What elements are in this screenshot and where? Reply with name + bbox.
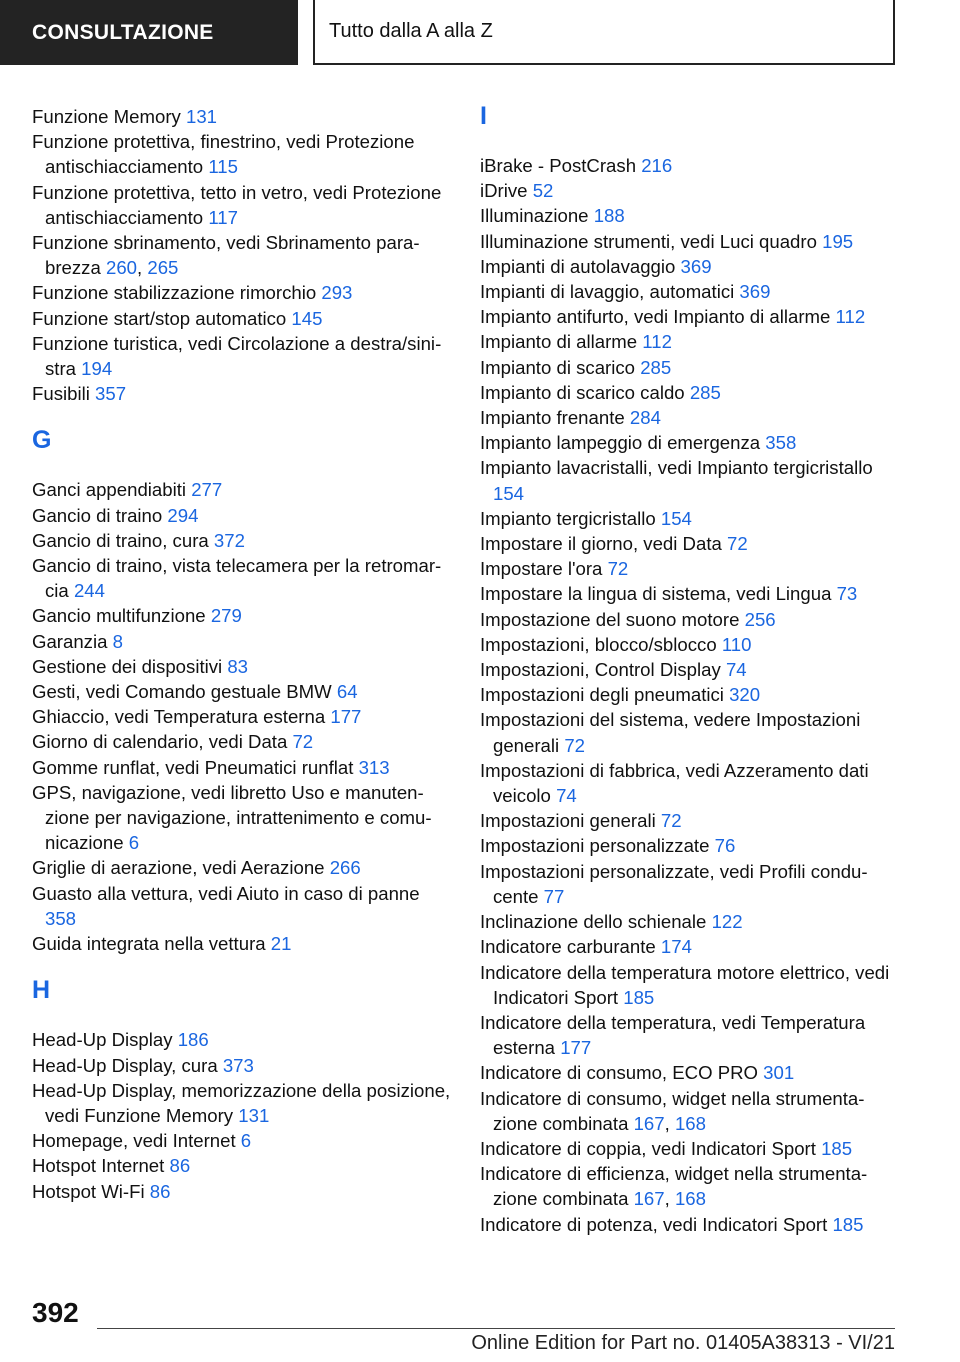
index-entry bbox=[480, 909, 900, 934]
index-entry-term: Impostazioni personalizzate, vedi Profili conducente bbox=[480, 860, 868, 907]
index-entry-term: Impostare l'ora bbox=[480, 558, 603, 580]
index-entry bbox=[32, 104, 452, 129]
page-reference-link[interactable]: 277 bbox=[191, 479, 223, 501]
index-entry-term: Funzione start/stop automatico bbox=[32, 307, 287, 329]
index-entry bbox=[480, 833, 900, 858]
page-reference-link[interactable]: 285 bbox=[689, 381, 721, 403]
index-entry-term: Guasto alla vettura, vedi Aiuto in caso di panne bbox=[32, 882, 420, 904]
index-entry-term: Griglie di aerazione, vedi Aerazione bbox=[32, 857, 325, 879]
index-entry bbox=[32, 654, 452, 679]
page-reference-link[interactable]: 110 bbox=[721, 633, 752, 655]
index-entry-term: Impianto di scarico bbox=[480, 356, 636, 378]
page-reference-link[interactable]: 185 bbox=[832, 1213, 864, 1235]
page-reference-link[interactable]: 115 bbox=[208, 156, 238, 178]
page-reference-link[interactable]: 72 bbox=[660, 810, 682, 832]
index-entry bbox=[480, 657, 900, 682]
index-entry-term: Indicatore di potenza, vedi Indicatori Sport bbox=[480, 1213, 828, 1235]
index-entry bbox=[32, 931, 452, 956]
index-entry bbox=[480, 632, 900, 657]
page-reference-link[interactable]: 131 bbox=[185, 106, 218, 127]
index-entry-term: Indicatore della temperatura motore elettrico, vedi Indicatori Sport bbox=[480, 961, 890, 1008]
page-reference-link[interactable]: 294 bbox=[167, 504, 199, 526]
index-letter-heading: G bbox=[32, 426, 52, 455]
page-reference-link[interactable]: 112 bbox=[642, 331, 672, 353]
page-reference-link[interactable]: 279 bbox=[210, 605, 242, 627]
index-entry-term: Illuminazione strumenti, vedi Luci quadro bbox=[480, 230, 817, 252]
index-entry-term: Head-Up Display, cura bbox=[32, 1054, 218, 1076]
index-entry-term: Ganci appendiabiti bbox=[32, 479, 187, 501]
index-entry bbox=[32, 629, 452, 654]
page-reference-link[interactable]: 145 bbox=[291, 307, 323, 329]
page-reference-link[interactable]: 195 bbox=[822, 230, 854, 252]
page-reference-link[interactable]: 369 bbox=[739, 281, 771, 303]
index-entry-term: Impostare la lingua di sistema, vedi Lingua bbox=[480, 583, 832, 605]
page-reference-link[interactable]: 358 bbox=[765, 432, 797, 454]
index-entry bbox=[32, 1179, 452, 1204]
index-entry-term: Gancio di traino, vista telecamera per la retromarcia bbox=[32, 555, 442, 602]
page-reference-link[interactable]: 357 bbox=[95, 383, 127, 405]
index-entry bbox=[480, 581, 900, 606]
index-entry bbox=[480, 607, 900, 632]
index-entry bbox=[32, 503, 452, 528]
page-reference-link[interactable]: 177 bbox=[330, 706, 362, 728]
page-reference-link[interactable]: 72 bbox=[564, 734, 586, 756]
index-entry bbox=[32, 704, 452, 729]
page-reference-link[interactable]: 167 bbox=[633, 1112, 665, 1134]
page-reference-link[interactable]: 284 bbox=[629, 407, 661, 429]
page-reference-link[interactable]: 358 bbox=[45, 907, 77, 929]
section-tab: CONSULTAZIONE bbox=[0, 0, 298, 65]
page-number: 392 bbox=[32, 1297, 79, 1328]
topic-tab: Tutto dalla A alla Z bbox=[313, 0, 895, 65]
index-letter-heading: H bbox=[32, 976, 51, 1005]
index-entry-term: Impianto di allarme bbox=[480, 331, 638, 353]
index-entry-term: Indicatore di consumo, ECO PRO bbox=[480, 1062, 758, 1084]
page-reference-link[interactable]: 320 bbox=[729, 684, 761, 706]
index-entry bbox=[480, 380, 900, 405]
index-entry bbox=[480, 531, 900, 556]
page-reference-link[interactable]: 131 bbox=[238, 1104, 270, 1126]
index-entry-term: Funzione turistica, vedi Circolazione a destra/sinistra bbox=[32, 332, 442, 380]
index-column-right bbox=[480, 104, 900, 1237]
index-entry bbox=[32, 755, 452, 780]
page-reference-link[interactable]: 83 bbox=[227, 655, 249, 677]
page-reference-link[interactable]: 74 bbox=[556, 785, 577, 807]
index-entry bbox=[32, 1053, 452, 1078]
page-reference-link[interactable]: 266 bbox=[329, 857, 361, 879]
index-entry-term: Hotspot Wi-Fi bbox=[32, 1180, 145, 1202]
index-entry-term: Impostazioni personalizzate bbox=[480, 835, 710, 857]
index-entry-term: Gesti, vedi Comando gestuale BMW bbox=[32, 681, 332, 703]
index-entry bbox=[480, 707, 900, 757]
page-reference-link[interactable]: 112 bbox=[835, 306, 866, 328]
index-entry-term: Impianti di lavaggio, automatici bbox=[480, 281, 735, 303]
index-entry bbox=[32, 1153, 452, 1178]
page-reference-link[interactable]: 76 bbox=[714, 835, 736, 857]
index-entry bbox=[480, 279, 900, 304]
index-entry bbox=[480, 430, 900, 455]
index-entry bbox=[32, 477, 452, 502]
page-reference-link[interactable]: 72 bbox=[727, 533, 748, 555]
page-reference-link[interactable]: 154 bbox=[493, 482, 525, 504]
index-entry bbox=[480, 254, 900, 279]
index-entry bbox=[32, 881, 452, 931]
index-entry bbox=[32, 855, 452, 880]
page-reference-link[interactable]: 73 bbox=[836, 583, 858, 605]
index-entry bbox=[480, 355, 900, 380]
index-entry: Funzione sbrinamento, vedi Sbrinamento parabrezza 260, 265 bbox=[32, 232, 420, 279]
page-reference-link[interactable]: 117 bbox=[208, 206, 238, 228]
index-entry bbox=[480, 1010, 900, 1060]
index-entry-term: Impianto lavacristalli, vedi Impianto tergicristallo bbox=[480, 457, 873, 479]
index-entry-term: Impianti di autolavaggio bbox=[480, 255, 676, 277]
index-entry-term: GPS, navigazione, vedi libretto Uso e manutenzione per navigazione, intrattenimento e comunicazione bbox=[32, 781, 432, 854]
page-reference-link[interactable]: 188 bbox=[593, 205, 625, 227]
index-entry bbox=[32, 780, 452, 856]
index-entry bbox=[480, 808, 900, 833]
index-entry bbox=[480, 178, 900, 203]
index-entry-term: Impostazioni degli pneumatici bbox=[480, 684, 724, 706]
index-entry-term: Gomme runflat, vedi Pneumatici runflat bbox=[32, 756, 354, 778]
page-reference-link[interactable]: 260 bbox=[105, 257, 138, 279]
page-reference-link[interactable]: 185 bbox=[623, 986, 655, 1008]
index-entry-term: Impostazione del suono motore bbox=[480, 608, 740, 630]
index-entry-term: Funzione Memory bbox=[32, 106, 181, 127]
index-entry-term: Hotspot Internet bbox=[32, 1155, 165, 1177]
index-entry-term: Fusibili bbox=[32, 383, 90, 405]
index-entry bbox=[480, 405, 900, 430]
index-letter-heading: I bbox=[480, 102, 487, 130]
index-entry bbox=[480, 960, 900, 1010]
index-entry bbox=[32, 603, 452, 628]
index-entry-term: Illuminazione bbox=[480, 205, 589, 227]
index-entry-term: Guida integrata nella vettura bbox=[32, 933, 266, 955]
index-entry-term: Homepage, vedi Internet bbox=[32, 1130, 236, 1152]
page-reference-link[interactable]: 194 bbox=[81, 358, 113, 380]
index-entry bbox=[480, 859, 900, 909]
index-entry-term: iBrake - PostCrash bbox=[480, 155, 637, 176]
index-entry-term: iDrive bbox=[480, 180, 528, 202]
page-reference-link[interactable]: 301 bbox=[763, 1062, 795, 1084]
index-entry-term: Funzione stabilizzazione rimorchio bbox=[32, 282, 317, 304]
index-entry-term: Funzione protettiva, finestrino, vedi Protezione antischiacciamento bbox=[32, 131, 415, 178]
index-entry-term: Funzione protettiva, tetto in vetro, vedi Protezione antischiacciamento bbox=[32, 181, 442, 228]
index-entry-term: Gancio multifunzione bbox=[32, 605, 206, 627]
page-reference-link[interactable]: 6 bbox=[240, 1130, 252, 1152]
page-reference-link[interactable]: 313 bbox=[358, 756, 390, 778]
page-reference-link[interactable]: 77 bbox=[543, 885, 565, 907]
index-entry-term: Gancio di traino, cura bbox=[32, 529, 209, 551]
index-entry-term: Gestione dei dispositivi bbox=[32, 655, 223, 677]
page-reference-link[interactable]: 285 bbox=[640, 356, 672, 378]
index-entry bbox=[32, 280, 452, 305]
index-entry bbox=[480, 304, 900, 329]
index-entry-term: Impostazioni, Control Display bbox=[480, 659, 721, 681]
index-entry-term: Indicatore di coppia, vedi Indicatori Sport bbox=[480, 1137, 816, 1159]
index-entry-term: Giorno di calendario, vedi Data bbox=[32, 731, 288, 753]
page-reference-link[interactable]: 168 bbox=[674, 1112, 706, 1134]
page-reference-link[interactable]: 256 bbox=[744, 608, 776, 630]
index-entry-term: Impianto antifurto, vedi Impianto di allarme bbox=[480, 306, 831, 328]
page-reference-link[interactable]: 168 bbox=[674, 1188, 706, 1210]
page-reference-link[interactable]: 21 bbox=[270, 933, 292, 955]
index-entry bbox=[480, 506, 900, 531]
page-reference-link[interactable]: 265 bbox=[147, 257, 179, 279]
page-reference-link[interactable]: 52 bbox=[532, 180, 554, 202]
page-reference-link[interactable]: 185 bbox=[821, 1137, 853, 1159]
page-header bbox=[0, 0, 960, 66]
index-entry bbox=[32, 306, 452, 331]
index-entry-term: Indicatore di efficienza, widget nella strumentazione combinata bbox=[480, 1163, 868, 1210]
index-entry bbox=[32, 1128, 452, 1153]
index-entry-term: Gancio di traino bbox=[32, 504, 163, 526]
index-entry-term: Impianto frenante bbox=[480, 407, 625, 429]
index-entry bbox=[32, 553, 452, 603]
index-entry-term: Head-Up Display bbox=[32, 1029, 173, 1051]
index-entry bbox=[480, 1060, 900, 1085]
index-entry-term: Impostazioni generali bbox=[480, 810, 656, 832]
index-entry-term: Funzione sbrinamento, vedi Sbrinamento parabrezza bbox=[32, 232, 420, 279]
index-entry bbox=[32, 381, 452, 406]
index-entry bbox=[480, 455, 900, 505]
page-reference-link[interactable]: 167 bbox=[633, 1188, 665, 1210]
page-reference-link[interactable]: 86 bbox=[149, 1180, 171, 1202]
page-reference-link[interactable]: 72 bbox=[607, 558, 629, 580]
page-reference-link[interactable]: 122 bbox=[711, 911, 743, 933]
index-entry bbox=[32, 331, 452, 381]
page-reference-link[interactable]: 154 bbox=[660, 507, 692, 529]
index-entry-term: Indicatore di consumo, widget nella strumentazione combinata bbox=[480, 1087, 865, 1134]
index-entry bbox=[32, 180, 452, 230]
index-entry-term: Ghiaccio, vedi Temperatura esterna bbox=[32, 706, 326, 728]
page-reference-link[interactable]: 373 bbox=[222, 1054, 254, 1076]
page-reference-link[interactable]: 293 bbox=[321, 282, 353, 304]
page-reference-link[interactable]: 64 bbox=[336, 681, 358, 703]
page-reference-link[interactable]: 72 bbox=[292, 731, 314, 753]
index-entry-term: Inclinazione dello schienale bbox=[480, 911, 707, 933]
page-reference-link[interactable]: 244 bbox=[73, 580, 105, 602]
index-entry bbox=[480, 758, 900, 808]
index-entry: Indicatore di efficienza, widget nella strumentazione combinata 167, 168 bbox=[480, 1163, 868, 1210]
index-entry bbox=[480, 153, 900, 178]
index-entry bbox=[480, 203, 900, 228]
index-entry bbox=[32, 1027, 452, 1052]
index-column-left bbox=[32, 104, 452, 1204]
index-entry: Indicatore di consumo, widget nella strumentazione combinata 167, 168 bbox=[480, 1087, 865, 1134]
index-entry-term: Garanzia bbox=[32, 630, 108, 652]
page-reference-link[interactable]: 372 bbox=[213, 529, 245, 551]
index-entry-term: Indicatore carburante bbox=[480, 936, 656, 958]
index-entry bbox=[480, 229, 900, 254]
page-reference-link[interactable]: 186 bbox=[177, 1029, 209, 1051]
index-entry bbox=[32, 129, 452, 179]
index-entry-term: Impianto tergicristallo bbox=[480, 507, 656, 529]
index-entry bbox=[480, 329, 900, 354]
page-reference-link[interactable]: 174 bbox=[660, 936, 692, 958]
page-reference-link[interactable]: 74 bbox=[725, 659, 747, 681]
page-reference-link[interactable]: 86 bbox=[169, 1155, 191, 1177]
index-entry-term: Impostazioni, blocco/sblocco bbox=[480, 633, 717, 655]
footer-divider bbox=[97, 1328, 895, 1329]
index-entry bbox=[480, 1136, 900, 1161]
index-entry-term: Impostazioni di fabbrica, vedi Azzeramento dati veicolo bbox=[480, 759, 869, 807]
index-entry bbox=[480, 556, 900, 581]
index-entry bbox=[480, 1212, 900, 1237]
index-entry bbox=[32, 1078, 452, 1128]
index-entry-term: Impianto lampeggio di emergenza bbox=[480, 432, 761, 454]
index-entry-term: Impostare il giorno, vedi Data bbox=[480, 533, 722, 555]
page-reference-link[interactable]: 8 bbox=[112, 630, 123, 652]
index-entry-term: Impostazioni del sistema, vedere Impostazioni generali bbox=[480, 709, 861, 756]
index-entry-term: Head-Up Display, memorizzazione della posizione, vedi Funzione Memory bbox=[32, 1079, 451, 1126]
index-entry bbox=[480, 682, 900, 707]
index-entry-term: Indicatore della temperatura, vedi Temperatura esterna bbox=[480, 1011, 866, 1059]
page-reference-link[interactable]: 369 bbox=[680, 255, 712, 277]
index-entry bbox=[32, 679, 452, 704]
index-entry-term: Impianto di scarico caldo bbox=[480, 381, 685, 403]
edition-footer: Online Edition for Part no. 01405A38313 - VI/21 bbox=[471, 1332, 895, 1354]
page-reference-link[interactable]: 177 bbox=[560, 1037, 592, 1059]
index-entry bbox=[32, 729, 452, 754]
index-entry bbox=[32, 528, 452, 553]
page-reference-link[interactable]: 216 bbox=[641, 155, 673, 176]
index-entry bbox=[480, 934, 900, 959]
page-reference-link[interactable]: 6 bbox=[128, 832, 140, 854]
